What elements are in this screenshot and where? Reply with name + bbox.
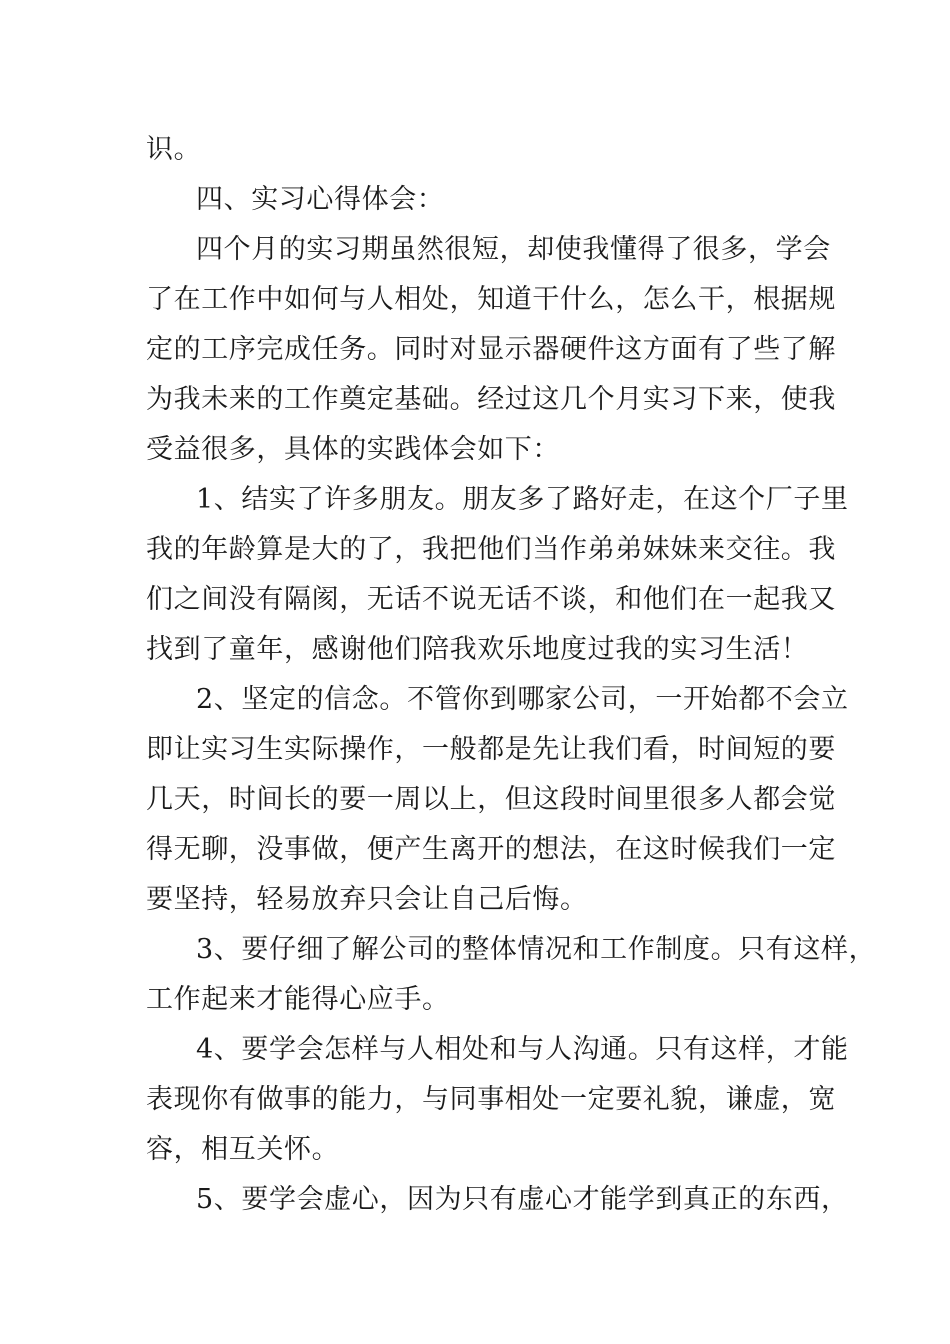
text-line: 容，相互关怀。 (146, 1134, 340, 1165)
text-line: 受益很多，具体的实践体会如下： (146, 434, 560, 465)
text-line: 即让实习生实际操作，一般都是先让我们看，时间短的要 (146, 734, 836, 765)
text-line: 要坚持，轻易放弃只会让自己后悔。 (146, 884, 588, 915)
list-item-5: 5、要学会虚心，因为只有虚心才能学到真正的东西， (196, 1184, 849, 1215)
text-line: 工作起来才能得心应手。 (146, 984, 450, 1015)
list-item-3: 3、要仔细了解公司的整体情况和工作制度。只有这样， (196, 934, 877, 965)
text-line: 了在工作中如何与人相处，知道干什么，怎么干，根据规 (146, 284, 836, 315)
text-line: 定的工序完成任务。同时对显示器硬件这方面有了些了解 (146, 334, 836, 365)
text-line: 为我未来的工作奠定基础。经过这几个月实习下来，使我 (146, 384, 836, 415)
list-item-2: 2、坚定的信念。不管你到哪家公司，一开始都不会立 (196, 684, 849, 715)
section-heading: 四、实习心得体会： (196, 184, 445, 215)
text-line: 得无聊，没事做，便产生离开的想法，在这时候我们一定 (146, 834, 836, 865)
text-line: 们之间没有隔阂，无话不说无话不谈，和他们在一起我又 (146, 584, 836, 615)
text-line: 找到了童年，感谢他们陪我欢乐地度过我的实习生活！ (146, 634, 809, 665)
paragraph-start: 四个月的实习期虽然很短，却使我懂得了很多，学会 (196, 234, 831, 265)
text-line: 几天，时间长的要一周以上，但这段时间里很多人都会觉 (146, 784, 836, 815)
text-line: 表现你有做事的能力，与同事相处一定要礼貌，谦虚，宽 (146, 1084, 836, 1115)
list-item-1: 1、结实了许多朋友。朋友多了路好走，在这个厂子里 (196, 484, 849, 515)
text-line: 我的年龄算是大的了，我把他们当作弟弟妹妹来交往。我 (146, 534, 836, 565)
list-item-4: 4、要学会怎样与人相处和与人沟通。只有这样，才能 (196, 1034, 849, 1065)
text-line: 识。 (146, 134, 202, 165)
